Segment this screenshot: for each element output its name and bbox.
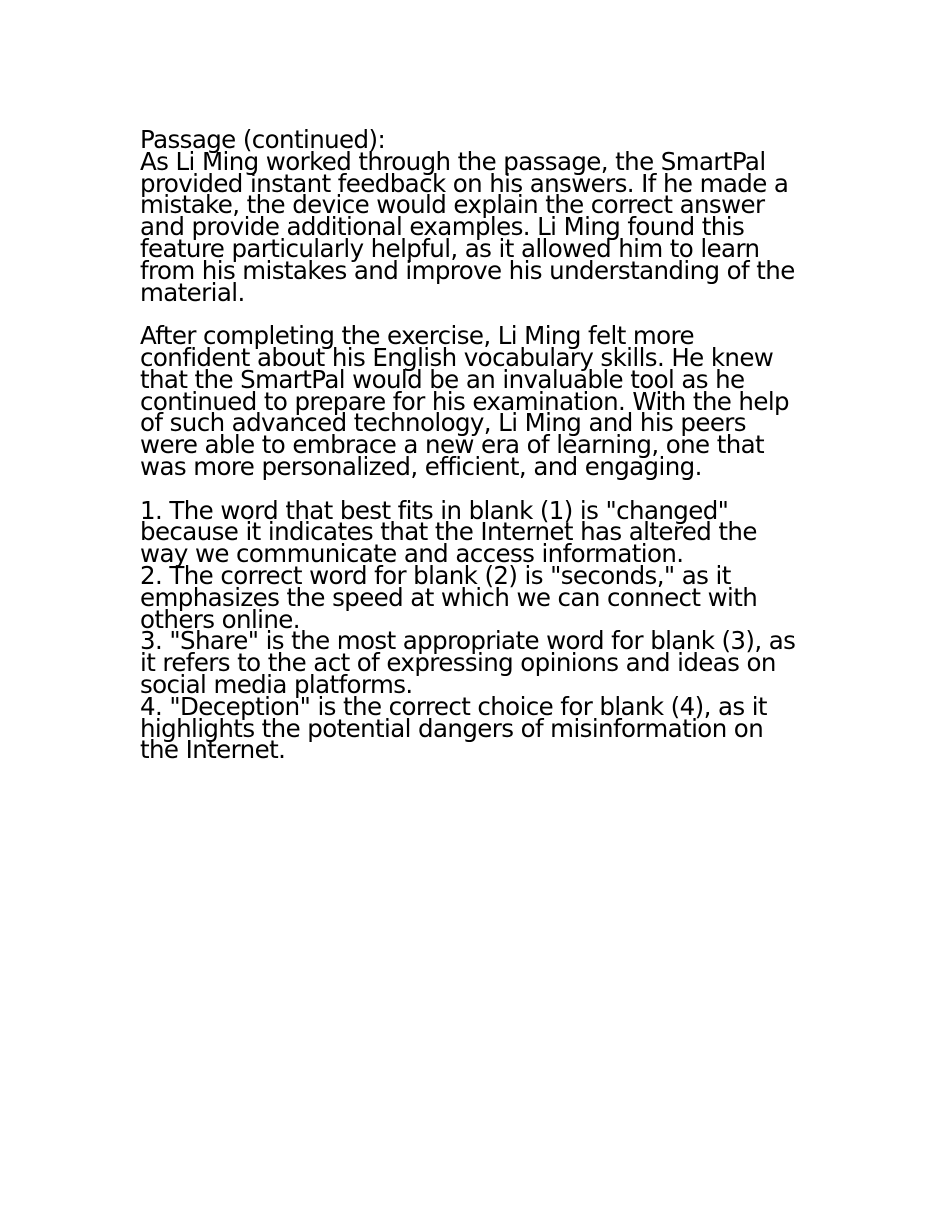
answer-line: the Internet. — [140, 735, 286, 765]
paragraph-line: confident about his English vocabulary skills. He knew — [140, 342, 774, 372]
answer-line: way we communicate and access information. — [140, 539, 684, 569]
answer-line: it refers to the act of expressing opinions and ideas on — [140, 648, 776, 678]
paragraph-confidence — [140, 321, 820, 481]
answer-item-2 — [140, 560, 820, 634]
paragraph-feedback — [140, 146, 820, 307]
paragraph-line: After completing the exercise, Li Ming felt more — [140, 321, 694, 351]
document-page — [140, 125, 820, 765]
paragraph-line: material. — [140, 277, 245, 307]
answer-line: emphasizes the speed at which we can connect with — [140, 582, 758, 612]
answer-list — [140, 495, 820, 765]
paragraph-line: mistake, the device would explain the correct answer — [140, 190, 765, 220]
paragraph-line: were able to embrace a new era of learning, one that — [140, 430, 765, 460]
paragraph-line: and provide additional examples. Li Ming found this — [140, 212, 745, 242]
answer-item-1 — [140, 495, 820, 569]
paragraph-line: continued to prepare for his examination. With the help — [140, 386, 789, 416]
paragraph-line: that the SmartPal would be an invaluable tool as he — [140, 364, 745, 394]
paragraph-line: was more personalized, efficient, and engaging. — [140, 451, 702, 481]
paragraph-line: from his mistakes and improve his understanding of the — [140, 255, 795, 285]
answer-line: 1. The word that best fits in blank (1) is "changed" — [140, 495, 729, 525]
answer-line: 3. "Share" is the most appropriate word for blank (3), as — [140, 626, 796, 656]
answer-item-3 — [140, 626, 820, 699]
paragraph-line: provided instant feedback on his answers. If he made a — [140, 168, 789, 198]
answer-line: others online. — [140, 604, 300, 634]
paragraph-line: feature particularly helpful, as it allowed him to learn — [140, 233, 760, 263]
answer-line: social media platforms. — [140, 669, 413, 699]
answer-line: because it indicates that the Internet has altered the — [140, 517, 757, 547]
answer-line: highlights the potential dangers of misinformation on — [140, 713, 764, 743]
paragraph-line: As Li Ming worked through the passage, the SmartPal — [140, 146, 766, 176]
answer-line: 2. The correct word for blank (2) is "seconds," as it — [140, 560, 731, 590]
paragraph-line: of such advanced technology, Li Ming and his peers — [140, 408, 746, 438]
answer-line: 4. "Deception" is the correct choice for blank (4), as it — [140, 691, 767, 721]
answer-item-4 — [140, 691, 820, 765]
passage-heading: Passage (continued): — [140, 125, 386, 154]
